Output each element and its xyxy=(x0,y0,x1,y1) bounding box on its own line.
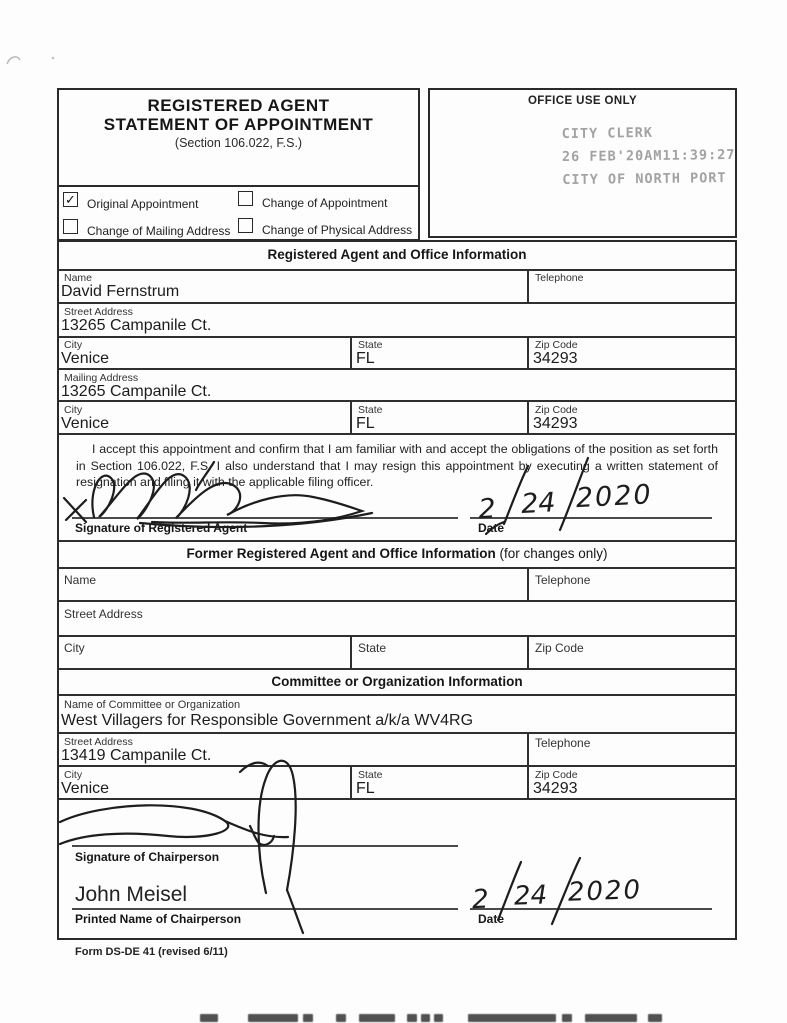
agent-mailing-city-value: Venice xyxy=(61,415,110,432)
rule xyxy=(350,635,352,668)
agent-street-value: 13265 Campanile Ct. xyxy=(61,317,212,334)
rule xyxy=(350,400,352,433)
agent-mailing-city-label: City xyxy=(64,404,83,416)
rule xyxy=(57,600,737,602)
form-number: Form DS-DE 41 (revised 6/11) xyxy=(75,946,228,958)
printed-name-label: Printed Name of Chairperson xyxy=(75,912,242,926)
committee-zip-value: 34293 xyxy=(533,780,578,797)
committee-street-label: Street Address xyxy=(64,736,133,748)
former-street-label: Street Address xyxy=(64,607,143,621)
rule xyxy=(527,765,529,798)
agent-city-value: Venice xyxy=(61,350,110,367)
svg-text:2020: 2020 xyxy=(567,875,643,908)
agent-mailing-value: 13265 Campanile Ct. xyxy=(61,383,212,400)
stamp-line1: CITY CLERK xyxy=(561,124,654,143)
section-title-former-agent xyxy=(57,546,737,561)
agent-zip-label: Zip Code xyxy=(535,339,578,351)
agent-mailing-zip-label: Zip Code xyxy=(535,404,578,416)
rule xyxy=(57,336,737,338)
rule xyxy=(57,302,737,304)
committee-org-value: West Villagers for Responsible Government a/k/a WV4RG xyxy=(61,712,474,729)
rule xyxy=(527,635,529,668)
agent-name-value: David Fernstrum xyxy=(61,283,180,300)
checkbox-label-change-of-mailing-address: Change of Mailing Address xyxy=(87,224,231,238)
stamp-line2: 26 FEB'20AM11:39:27 xyxy=(561,146,736,166)
rule xyxy=(57,368,737,370)
agent-street-label: Street Address xyxy=(64,306,133,318)
acceptance-statement-text: I accept this appointment and confirm that I am familiar with and accept the obligations of the position as set forth in Section 106.022, F.S. I also understand that I may resign this appointment by executing a written statement of resignation and filing it with the applicable filing officer. xyxy=(76,442,718,489)
former-title-main: Former Registered Agent and Office Information xyxy=(186,546,496,561)
checkbox-change-of-mailing-address xyxy=(63,219,78,234)
chairperson-signature-label: Signature of Chairperson xyxy=(75,850,220,864)
chairperson-printed-name: John Meisel xyxy=(75,883,188,906)
rule xyxy=(57,540,737,542)
chairperson-date-label: Date xyxy=(478,912,505,926)
agent-name-label: Name xyxy=(64,272,93,284)
rule xyxy=(57,694,737,696)
checkbox-label-change-of-appointment: Change of Appointment xyxy=(262,196,388,210)
former-telephone-label: Telephone xyxy=(535,573,591,587)
acceptance-statement xyxy=(76,441,718,491)
rule xyxy=(527,336,529,368)
committee-org-label: Name of Committee or Organization xyxy=(64,699,241,711)
rule xyxy=(527,400,529,433)
form-title-line2: STATEMENT OF APPOINTMENT xyxy=(103,115,374,134)
agent-signature-line xyxy=(72,517,458,519)
agent-zip-value: 34293 xyxy=(533,350,578,367)
committee-street-value: 13419 Campanile Ct. xyxy=(61,747,212,764)
checkbox-label-original-appointment: Original Appointment xyxy=(87,197,199,211)
former-title-note: (for changes only) xyxy=(499,546,608,561)
stamp-line3: CITY OF NORTH PORT xyxy=(562,170,727,189)
city-clerk-stamp xyxy=(562,121,736,192)
rule xyxy=(527,269,529,302)
chairperson-date-line xyxy=(470,908,712,910)
committee-telephone-label: Telephone xyxy=(535,736,591,750)
checkbox-label-change-of-physical-address: Change of Physical Address xyxy=(262,223,413,237)
rule xyxy=(57,798,737,800)
agent-mailing-state-label: State xyxy=(358,404,383,416)
rule xyxy=(527,732,529,765)
agent-mailing-zip-value: 34293 xyxy=(533,415,578,432)
committee-city-label: City xyxy=(64,769,83,781)
rule xyxy=(57,567,737,569)
former-state-label: State xyxy=(358,641,387,655)
svg-text:2: 2 xyxy=(471,884,490,916)
checkbox-change-of-appointment xyxy=(238,191,253,206)
former-zip-label: Zip Code xyxy=(535,641,584,655)
rule xyxy=(57,269,737,271)
svg-text:24: 24 xyxy=(520,487,557,521)
printed-name-line xyxy=(72,908,458,910)
agent-telephone-label: Telephone xyxy=(535,272,584,284)
agent-signature-label: Signature of Registered Agent xyxy=(75,521,248,535)
section-title-committee: Committee or Organization Information xyxy=(271,674,523,689)
rule xyxy=(527,567,529,600)
committee-state-value: FL xyxy=(356,780,375,797)
office-use-label: OFFICE USE ONLY xyxy=(527,95,638,107)
scan-speck-marks xyxy=(7,57,54,64)
agent-city-label: City xyxy=(64,339,83,351)
agent-date-label: Date xyxy=(478,521,505,535)
chairperson-signature-line xyxy=(72,845,458,847)
section-title-registered-agent: Registered Agent and Office Information xyxy=(267,247,527,262)
agent-state-label: State xyxy=(358,339,383,351)
svg-text:2: 2 xyxy=(477,493,497,526)
agent-mailing-label: Mailing Address xyxy=(64,372,139,384)
committee-zip-label: Zip Code xyxy=(535,769,578,781)
checkbox-original-appointment xyxy=(63,192,78,207)
svg-text:2020: 2020 xyxy=(575,479,654,515)
form-title-statute: (Section 106.022, F.S.) xyxy=(174,136,303,150)
former-name-label: Name xyxy=(64,573,97,587)
agent-state-value: FL xyxy=(356,350,375,367)
main-form-table xyxy=(57,240,737,940)
rule xyxy=(350,765,352,798)
committee-city-value: Venice xyxy=(61,780,110,797)
rule xyxy=(57,765,737,767)
rule xyxy=(57,668,737,670)
checkmark-icon: ✓ xyxy=(65,192,76,207)
rule xyxy=(350,336,352,368)
rule xyxy=(57,732,737,734)
form-title-line1: REGISTERED AGENT xyxy=(147,96,330,115)
rule xyxy=(57,433,737,435)
rule xyxy=(57,635,737,637)
former-city-label: City xyxy=(64,641,85,655)
agent-date-line xyxy=(470,517,712,519)
agent-mailing-state-value: FL xyxy=(356,415,375,432)
committee-state-label: State xyxy=(358,769,383,781)
svg-text:24: 24 xyxy=(513,880,548,912)
checkbox-change-of-physical-address xyxy=(238,218,253,233)
